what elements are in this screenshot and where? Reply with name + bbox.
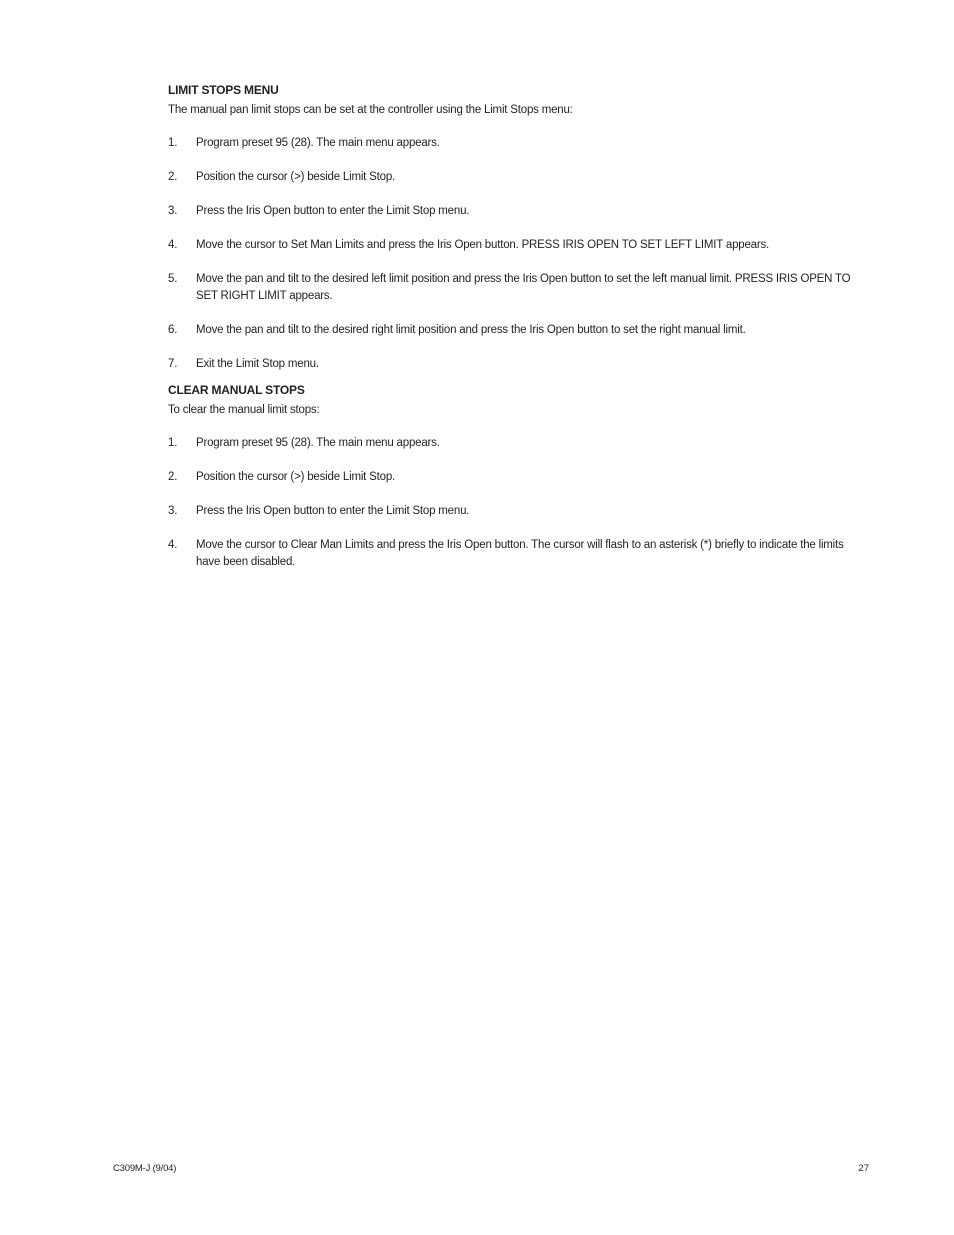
step-number: 2.	[168, 471, 178, 483]
section-heading: LIMIT STOPS MENU	[168, 83, 279, 97]
step-number: 2.	[168, 171, 178, 183]
list-item	[168, 322, 860, 339]
section-clear-manual-stops	[168, 382, 860, 571]
page-content	[168, 82, 860, 571]
step-text: Position the cursor (>) beside Limit Stop.	[196, 171, 396, 183]
step-text: Program preset 95 (28). The main menu appears.	[196, 137, 440, 149]
section-limit-stops-menu	[168, 82, 860, 373]
footer-doc-code: C309M-J (9/04)	[113, 1163, 177, 1174]
steps-list	[168, 435, 860, 571]
step-text: Press the Iris Open button to enter the Limit Stop menu.	[196, 505, 470, 517]
section-intro: To clear the manual limit stops:	[168, 404, 320, 416]
list-item	[168, 435, 860, 452]
list-item	[168, 469, 860, 486]
list-item	[168, 356, 860, 373]
step-number: 7.	[168, 358, 178, 370]
step-number: 6.	[168, 324, 178, 336]
step-number: 3.	[168, 205, 178, 217]
step-text: Move the pan and tilt to the desired right limit position and press the Iris Open button to set the right manual limit.	[196, 324, 746, 336]
steps-list	[168, 135, 860, 373]
list-item	[168, 203, 860, 220]
list-item	[168, 537, 860, 571]
step-number: 4.	[168, 539, 178, 551]
list-item	[168, 271, 860, 305]
step-number: 3.	[168, 505, 178, 517]
list-item	[168, 135, 860, 152]
step-text: Move the cursor to Set Man Limits and press the Iris Open button. PRESS IRIS OPEN TO SET LEFT LIMIT appears.	[196, 239, 770, 251]
step-text: Program preset 95 (28). The main menu appears.	[196, 437, 440, 449]
step-text: Press the Iris Open button to enter the Limit Stop menu.	[196, 205, 470, 217]
list-item	[168, 237, 860, 254]
step-number: 4.	[168, 239, 178, 251]
step-number: 1.	[168, 137, 178, 149]
step-text: Exit the Limit Stop menu.	[196, 358, 319, 370]
section-heading: CLEAR MANUAL STOPS	[168, 383, 305, 397]
step-text: Position the cursor (>) beside Limit Stop.	[196, 471, 396, 483]
footer-page-number: 27	[858, 1163, 869, 1174]
section-intro: The manual pan limit stops can be set at the controller using the Limit Stops menu:	[168, 104, 573, 116]
step-text: Move the pan and tilt to the desired left limit position and press the Iris Open button to set the left manual limit. PRESS IRIS OPEN TO SET RIGHT LIMIT appears.	[196, 273, 851, 302]
step-text: Move the cursor to Clear Man Limits and press the Iris Open button. The cursor will flash to an asterisk (*) briefly to indicate the limits have been disabled.	[196, 539, 844, 568]
list-item	[168, 503, 860, 520]
step-number: 5.	[168, 273, 178, 285]
step-number: 1.	[168, 437, 178, 449]
list-item	[168, 169, 860, 186]
